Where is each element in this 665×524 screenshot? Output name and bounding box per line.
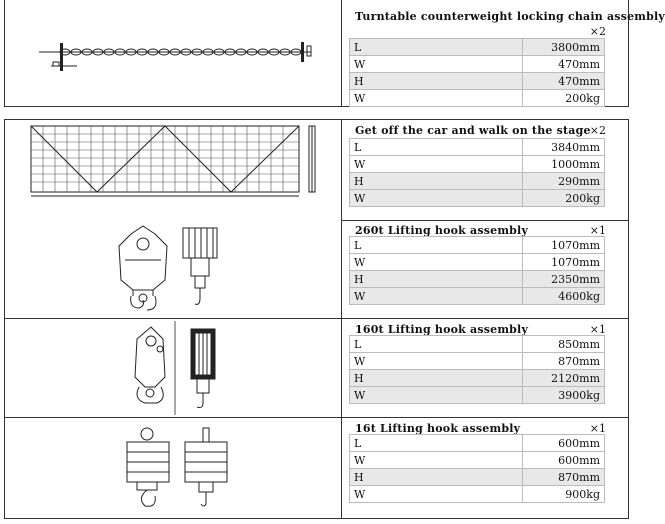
spec-row: [350, 39, 605, 56]
spec-value: 600mm: [523, 435, 605, 452]
spec-value: 200kg: [523, 190, 605, 207]
hook-16t-drawing-svg: [5, 418, 341, 518]
spec-key: W: [350, 56, 523, 73]
spec-value: 2350mm: [523, 271, 605, 288]
spec-table: [349, 434, 605, 503]
item-quantity: ×1: [589, 224, 606, 237]
spec-key: L: [350, 237, 523, 254]
spec-row: [350, 353, 605, 370]
spec-value: 2120mm: [523, 370, 605, 387]
spec-value: 850mm: [523, 336, 605, 353]
spec-value: 3840mm: [523, 139, 605, 156]
hook-260t-drawing-svg: [5, 220, 341, 318]
spec-key: W: [350, 156, 523, 173]
spec-key: W: [350, 254, 523, 271]
spec-table: [349, 236, 605, 305]
spec-row: [350, 173, 605, 190]
item-row-chain: [4, 0, 665, 107]
spec-row: [350, 190, 605, 207]
spec-row: [350, 237, 605, 254]
item-title: Get off the car and walk on the stage: [355, 124, 591, 137]
spec-row: [350, 271, 605, 288]
spec-value: 870mm: [523, 353, 605, 370]
spec-key: H: [350, 370, 523, 387]
item-quantity: ×2: [589, 124, 606, 137]
hook-260t-drawing: [4, 220, 342, 318]
stage-drawing-svg: [5, 120, 341, 220]
spec-table: [349, 38, 605, 107]
spec-value: 3900kg: [523, 387, 605, 404]
spec-row: [350, 452, 605, 469]
spec-value: 290mm: [523, 173, 605, 190]
spec-row: [350, 336, 605, 353]
spec-value: 1070mm: [523, 237, 605, 254]
spec-row: [350, 73, 605, 90]
spec-row: [350, 486, 605, 503]
spec-key: L: [350, 139, 523, 156]
item-row-stage: [4, 119, 629, 221]
spec-row: [350, 254, 605, 271]
item-quantity: ×2: [589, 25, 606, 38]
spec-value: 200kg: [523, 90, 605, 107]
spec-key: H: [350, 73, 523, 90]
chain-drawing: [4, 0, 342, 106]
spec-value: 600mm: [523, 452, 605, 469]
spec-table: [349, 335, 605, 404]
spec-key: L: [350, 336, 523, 353]
spec-value: 470mm: [523, 56, 605, 73]
item-info: [341, 0, 665, 106]
spec-value: 4600kg: [523, 288, 605, 305]
spec-key: W: [350, 486, 523, 503]
hook-160t-drawing-svg: [5, 319, 341, 417]
item-quantity: ×1: [589, 422, 606, 435]
equipment-sheet: [4, 0, 665, 520]
spec-key: W: [350, 190, 523, 207]
spec-row: [350, 56, 605, 73]
spec-value: 3800mm: [523, 39, 605, 56]
spec-key: W: [350, 387, 523, 404]
stage-drawing: [4, 120, 342, 220]
spec-row: [350, 90, 605, 107]
item-title: 260t Lifting hook assembly: [355, 224, 529, 237]
item-title: 16t Lifting hook assembly: [355, 422, 521, 435]
spec-key: H: [350, 173, 523, 190]
spec-value: 1070mm: [523, 254, 605, 271]
spec-value: 1000mm: [523, 156, 605, 173]
spec-row: [350, 288, 605, 305]
spec-value: 900kg: [523, 486, 605, 503]
spec-row: [350, 139, 605, 156]
spec-row: [350, 370, 605, 387]
item-quantity: ×1: [589, 323, 606, 336]
item-title: 160t Lifting hook assembly: [355, 323, 529, 336]
spec-key: W: [350, 452, 523, 469]
item-row-16t-hook: [4, 418, 629, 519]
hook-16t-drawing: [4, 418, 342, 518]
hook-160t-drawing: [4, 319, 342, 417]
spec-key: L: [350, 39, 523, 56]
spec-key: W: [350, 288, 523, 305]
item-row-260t-hook: [4, 220, 629, 319]
spec-row: [350, 435, 605, 452]
spec-key: W: [350, 90, 523, 107]
spec-row: [350, 156, 605, 173]
spec-value: 870mm: [523, 469, 605, 486]
spec-row: [350, 387, 605, 404]
item-info: [341, 120, 629, 220]
spec-value: 470mm: [523, 73, 605, 90]
spec-key: H: [350, 469, 523, 486]
spec-row: [350, 469, 605, 486]
item-info: [341, 418, 629, 518]
item-row-160t-hook: [4, 319, 629, 418]
spec-key: L: [350, 435, 523, 452]
item-info: [341, 319, 629, 417]
spec-key: W: [350, 353, 523, 370]
item-info: [341, 220, 629, 318]
item-title: Turntable counterweight locking chain assembly: [355, 10, 665, 23]
chain-drawing-svg: [5, 0, 341, 106]
spec-table: [349, 138, 605, 207]
spec-key: H: [350, 271, 523, 288]
